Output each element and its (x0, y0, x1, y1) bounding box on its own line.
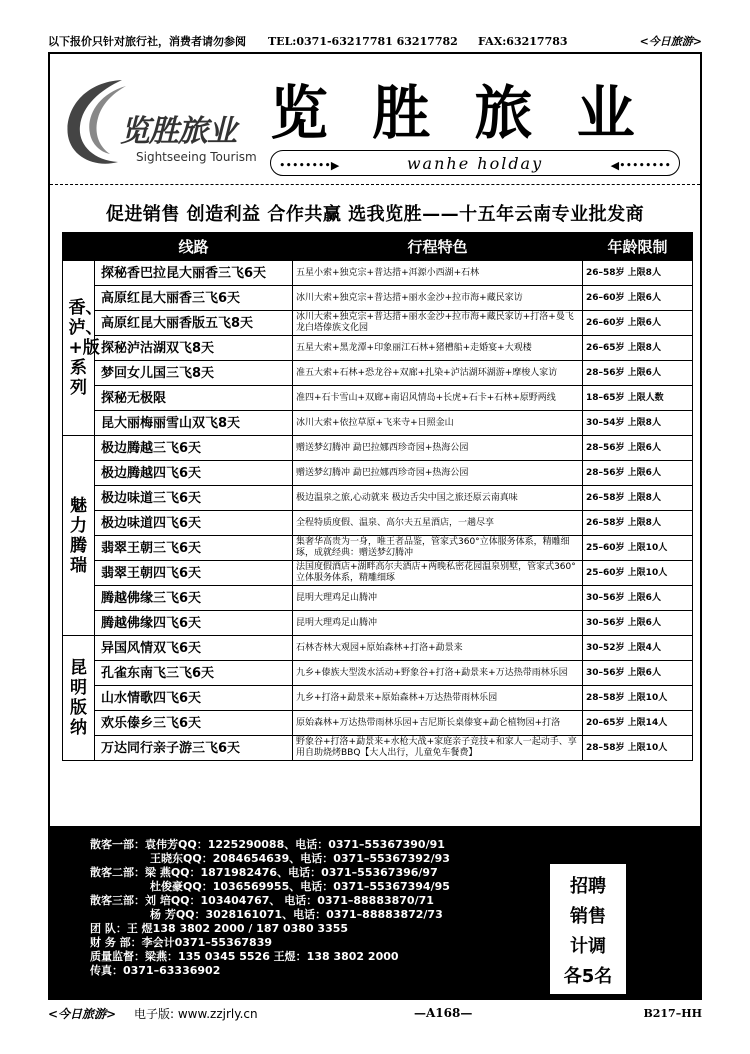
route-cell: 高原红昆大丽香版五飞8天 (95, 311, 293, 336)
age-header: 年龄限制 (583, 233, 693, 261)
route-cell: 万达同行亲子游三飞6天 (95, 736, 293, 761)
contact-line: 散客三部：刘 培QQ：103404767、 电话：0371–88883870/71 (90, 894, 434, 907)
age-cell: 25–60岁 上限10人 (583, 536, 693, 561)
telephone-numbers: TEL:0371-63217781 63217782 (268, 34, 458, 48)
age-cell: 26–60岁 上限6人 (583, 286, 693, 311)
feature-cell: 冰川大索+依拉草原+飞来寺+日照金山 (293, 411, 583, 436)
series-group-label (63, 436, 95, 636)
route-cell: 极边腾越三飞6天 (95, 436, 293, 461)
top-info-bar (48, 30, 702, 52)
table-row (63, 461, 693, 486)
table-header-row (63, 233, 693, 261)
table-row (63, 261, 693, 286)
contact-line: 散客二部：梁 燕QQ：1871982476、电话：0371–55367396/97 (90, 866, 438, 879)
feature-cell: 昆明大理鸡足山腾冲 (293, 586, 583, 611)
route-cell: 翡翠王朝四飞6天 (95, 561, 293, 586)
group-header-cell (63, 233, 95, 261)
recruitment-box (550, 864, 626, 994)
age-cell: 26–58岁 上限8人 (583, 261, 693, 286)
logo-english: Sightseeing Tourism (136, 150, 257, 164)
feature-cell: 全程特质度假、温泉、高尔夫五星酒店，一趟尽享 (293, 511, 583, 536)
advert-frame (48, 52, 702, 1000)
feature-cell: 法国度假酒店+湖畔高尔夫酒店+两晚私密花园温泉别墅，管家式360°立体服务体系，精雕细琢 (293, 561, 583, 586)
feature-cell: 九乡+傣族大型泼水活动+野象谷+打洛+勐景来+万达热带雨林乐园 (293, 661, 583, 686)
contact-line: 财 务 部：李会计0371–55367839 (90, 936, 273, 949)
feature-cell: 准五大索+石林+恐龙谷+双廊+扎染+泸沽湖环湖游+摩梭人家访 (293, 361, 583, 386)
table-row (63, 336, 693, 361)
page-number: —A168— (414, 1006, 473, 1020)
table-row (63, 436, 693, 461)
recruit-line: 各5名 (563, 966, 613, 987)
recruit-line: 销售 (570, 906, 606, 927)
age-cell: 30–52岁 上限4人 (583, 636, 693, 661)
feature-cell: 极边温泉之旅,心动就来 极边舌尖中国之旅还原云南真味 (293, 486, 583, 511)
contact-line: 传真：0371–63336902 (90, 964, 221, 977)
age-cell: 30–56岁 上限6人 (583, 661, 693, 686)
feature-cell: 赠送梦幻腾冲 勐巴拉娜西珍奇园+热海公园 (293, 436, 583, 461)
agency-only-note: 以下报价只针对旅行社，消费者请勿参阅 (48, 35, 246, 48)
subtitle-text: wanhe holday (406, 153, 544, 173)
table-row (63, 736, 693, 761)
divider (50, 184, 700, 185)
feature-cell: 野象谷+打洛+勐景来+水枪大战+家庭亲子竞技+和家人一起动手、享用自助烧烤BBQ【大人出行，儿童免车餐费】 (293, 736, 583, 761)
age-cell: 26–58岁 上限8人 (583, 486, 693, 511)
route-cell: 极边味道四飞6天 (95, 511, 293, 536)
age-cell: 28–58岁 上限10人 (583, 686, 693, 711)
feature-cell: 五星大索+黑龙潭+印象丽江石林+猪槽船+走婚宴+大观楼 (293, 336, 583, 361)
feature-cell: 原始森林+万达热带雨林乐园+吉尼斯长桌傣宴+勐仑植物园+打洛 (293, 711, 583, 736)
itinerary-table (62, 232, 693, 761)
table-row (63, 561, 693, 586)
table-row (63, 311, 693, 336)
arrow-left-icon: ◀•••••••• (610, 159, 671, 172)
contact-footer (50, 826, 700, 998)
route-cell: 孔雀东南飞三飞6天 (95, 661, 293, 686)
route-cell: 异国风情双飞6天 (95, 636, 293, 661)
series-group-label (63, 636, 95, 761)
route-cell: 昆大丽梅丽雪山双飞8天 (95, 411, 293, 436)
contact-line: 杨 芳QQ：3028161071、电话：0371–88883872/73 (150, 908, 443, 921)
feature-cell: 九乡+打洛+勐景来+原始森林+万达热带雨林乐园 (293, 686, 583, 711)
table-row (63, 386, 693, 411)
publication-tag-bottom: <今日旅游> (48, 1006, 117, 1021)
contact-line: 质量监督：梁燕：135 0345 5526 王煜：138 3802 2000 (90, 950, 399, 963)
table-row (63, 711, 693, 736)
age-cell: 28–56岁 上限6人 (583, 361, 693, 386)
contact-line: 杜俊豪QQ：1036569955、电话：0371–55367394/95 (150, 880, 450, 893)
table-row (63, 286, 693, 311)
series-group-label (63, 261, 103, 436)
route-cell: 极边味道三飞6天 (95, 486, 293, 511)
contact-line: 散客一部：袁伟芳QQ：1225290088、电话：0371–55367390/91 (90, 838, 445, 851)
issue-code: B217–HH (643, 1006, 702, 1020)
route-cell: 腾越佛缘四飞6天 (95, 611, 293, 636)
route-cell: 腾越佛缘三飞6天 (95, 586, 293, 611)
series-group-text: 香、泸、+版系列 (68, 298, 103, 398)
table-row (63, 486, 693, 511)
recruit-line: 招聘 (570, 876, 606, 897)
contact-list (90, 838, 570, 978)
age-cell: 20–65岁 上限14人 (583, 711, 693, 736)
route-cell: 梦回女儿国三飞8天 (95, 361, 293, 386)
subtitle-banner (270, 150, 680, 176)
feature-header: 行程特色 (293, 233, 583, 261)
contact-line: 王晓东QQ：2084654639、电话：0371–55367392/93 (150, 852, 450, 865)
slogan: 促进销售 创造利益 合作共赢 选我览胜——十五年云南专业批发商 (105, 204, 645, 225)
feature-cell: 石林杏林大观园+原始森林+打洛+勐景来 (293, 636, 583, 661)
feature-cell: 冰川大索+独克宗+普达措+丽水金沙+拉市海+藏民家访 (293, 286, 583, 311)
age-cell: 26–58岁 上限8人 (583, 511, 693, 536)
publication-tag: <今日旅游> (639, 35, 702, 48)
arrow-right-icon: ••••••••▶ (279, 159, 340, 172)
table-row (63, 411, 693, 436)
logo-text: 览胜旅业 (120, 114, 236, 149)
feature-cell: 冰川大索+独克宗+普达措+丽水金沙+拉市海+藏民家访+打洛+曼飞龙白塔傣族文化园 (293, 311, 583, 336)
table-row (63, 661, 693, 686)
feature-cell: 准四+石卡雪山+双廊+南诏风情岛+长虎+石卡+石林+原野两线 (293, 386, 583, 411)
website-text: 电子版: www.zzjrly.cn (134, 1006, 258, 1021)
age-cell: 30–56岁 上限6人 (583, 586, 693, 611)
age-cell: 26–60岁 上限6人 (583, 311, 693, 336)
fax-number: FAX:63217783 (478, 34, 568, 48)
company-title: 览 胜 旅 业 (270, 79, 647, 147)
table-row (63, 536, 693, 561)
age-cell: 28–56岁 上限6人 (583, 436, 693, 461)
bottom-bar (48, 1002, 702, 1024)
header (50, 54, 700, 184)
route-header: 线路 (95, 233, 293, 261)
feature-cell: 集奢华高贵为一身，唯王者品鉴，管家式360°立体服务体系，精雕细琢，成就经典：赠送梦幻腾冲 (293, 536, 583, 561)
table-row (63, 586, 693, 611)
route-cell: 山水情歌四飞6天 (95, 686, 293, 711)
table-row (63, 686, 693, 711)
route-cell: 高原红昆大丽香三飞6天 (95, 286, 293, 311)
age-cell: 30–56岁 上限6人 (583, 611, 693, 636)
feature-cell: 昆明大理鸡足山腾冲 (293, 611, 583, 636)
table-row (63, 611, 693, 636)
itinerary-body (63, 261, 693, 761)
route-cell: 翡翠王朝三飞6天 (95, 536, 293, 561)
route-cell: 极边腾越四飞6天 (95, 461, 293, 486)
age-cell: 25–60岁 上限10人 (583, 561, 693, 586)
route-cell: 探秘无极限 (95, 386, 293, 411)
series-group-text: 魅力腾瑞 (70, 495, 87, 576)
recruit-line: 计调 (570, 936, 606, 957)
route-cell: 欢乐傣乡三飞6天 (95, 711, 293, 736)
age-cell: 18–65岁 上限人数 (583, 386, 693, 411)
age-cell: 30–54岁 上限8人 (583, 411, 693, 436)
feature-cell: 五星小索+独克宗+普达措+洱源小西湖+石林 (293, 261, 583, 286)
table-row (63, 636, 693, 661)
contact-line: 团 队：王 煜138 3802 2000 / 187 0380 3355 (90, 922, 349, 935)
series-group-text: 昆明版纳 (70, 658, 87, 738)
age-cell: 26–65岁 上限8人 (583, 336, 693, 361)
table-row (63, 361, 693, 386)
route-cell: 探秘香巴拉昆大丽香三飞6天 (95, 261, 293, 286)
age-cell: 28–58岁 上限10人 (583, 736, 693, 761)
route-cell: 探秘泸沽湖双飞8天 (95, 336, 293, 361)
table-row (63, 511, 693, 536)
feature-cell: 赠送梦幻腾冲 勐巴拉娜西珍奇园+热海公园 (293, 461, 583, 486)
age-cell: 28–56岁 上限6人 (583, 461, 693, 486)
